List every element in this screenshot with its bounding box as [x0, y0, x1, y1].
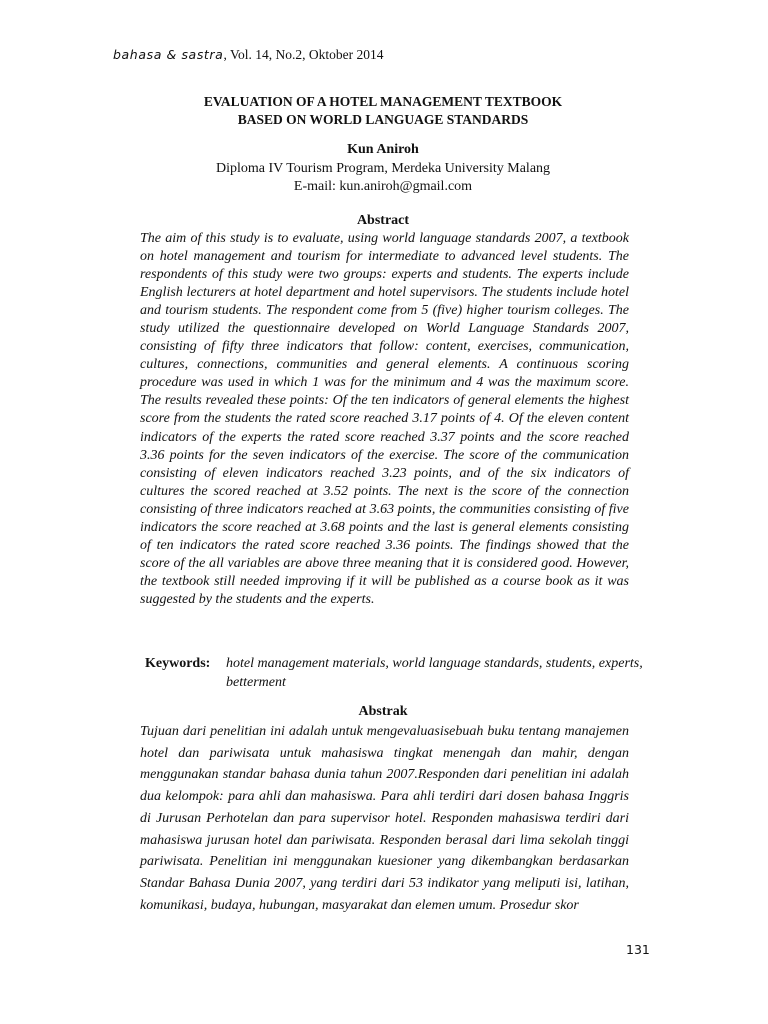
- keywords-text: hotel management materials, world language standards, students, experts, betterment: [226, 656, 643, 690]
- paper-title: [113, 93, 653, 129]
- keywords-label: Keywords:: [145, 656, 211, 671]
- author-name: Kun Aniroh: [347, 142, 419, 157]
- author-affiliation: Diploma IV Tourism Program, Merdeka University Malang: [215, 160, 551, 176]
- abstract-text: The aim of this study is to evaluate, using world language standards 2007, a textbook on hotel management and tourism for intermediate to advanced level students. The respondents of this study were two groups: experts and students. The experts include English lecturers at hotel department and hotel supervisors. The students include hotel and tourism students. The respondent come from 5 (five) higher tourism colleges. The study utilized the questionnaire developed on World Language Standards 2007, consisting of fifty three indicators that follow: content, exercises, communication, cultures, connections, communities and general elements. A continuous scoring procedure was used in which 1 was for the minimum and 4 was the maximum score. The results revealed these points: Of the ten indicators of general elements the highest score from the students the rated score reached 3.17 points of 4. Of the eleven content indicators of the experts the rated score reached 3.37 points and the score reached 3.36 points for the seven indicators of the exercise. The score of the communication consisting of eleven indicators reached 3.23 points, and of the six indicators of cultures the scored reached at 3.52 points. The next is the score of the connection consisting of three indicators reached at 3.63 points, the communities consisting of five indicators the score reached at 3.68 points and the last is general elements consisting of ten indicators the rated score reached 3.36 points. The findings showed that the score of the all variables are above three meaning that it is considered good. However, the textbook still needed improving if it will be published as a course book as it was suggested by the students and the experts.: [140, 231, 629, 607]
- author-email: E-mail: kun.aniroh@gmail.com: [293, 179, 473, 194]
- title-line-2: BASED ON WORLD LANGUAGE STANDARDS: [237, 112, 529, 127]
- abstrak-heading: Abstrak: [358, 704, 408, 719]
- journal-name: bahasa & sastra: [113, 47, 224, 62]
- issue-info: , Vol. 14, No.2, Oktober 2014: [223, 47, 384, 62]
- author-block: [113, 141, 653, 197]
- running-head: [113, 46, 383, 64]
- page-number: 131: [626, 942, 650, 957]
- title-line-1: EVALUATION OF A HOTEL MANAGEMENT TEXTBOOK: [203, 94, 563, 109]
- abstract-heading: Abstract: [356, 213, 410, 228]
- abstrak-text: Tujuan dari penelitian ini adalah untuk mengevaluasisebuah buku tentang manajemen hotel dan pariwisata untuk mahasiswa tingkat menengah dan mahir, dengan menggunakan standar bahasa dunia tahun 2007.Responden dari penelitian ini adalah dua kelompok: para ahli dan mahasiswa. Para ahli terdiri dari dosen bahasa Inggris di Jurusan Perhotelan dan para supervisor hotel. Responden mahasiswa terdiri dari mahasiswa jurusan hotel dan pariwisata. Responden berasal dari lima sekolah tinggi pariwisata. Penelitian ini menggunakan kuesioner yang dikembangkan berdasarkan Standar Bahasa Dunia 2007, yang terdiri dari 53 indikator yang meliputi isi, latihan, komunikasi, budaya, hubungan, masyarakat dan elemen umum. Prosedur skor: [140, 724, 629, 913]
- keywords-block: [145, 654, 645, 692]
